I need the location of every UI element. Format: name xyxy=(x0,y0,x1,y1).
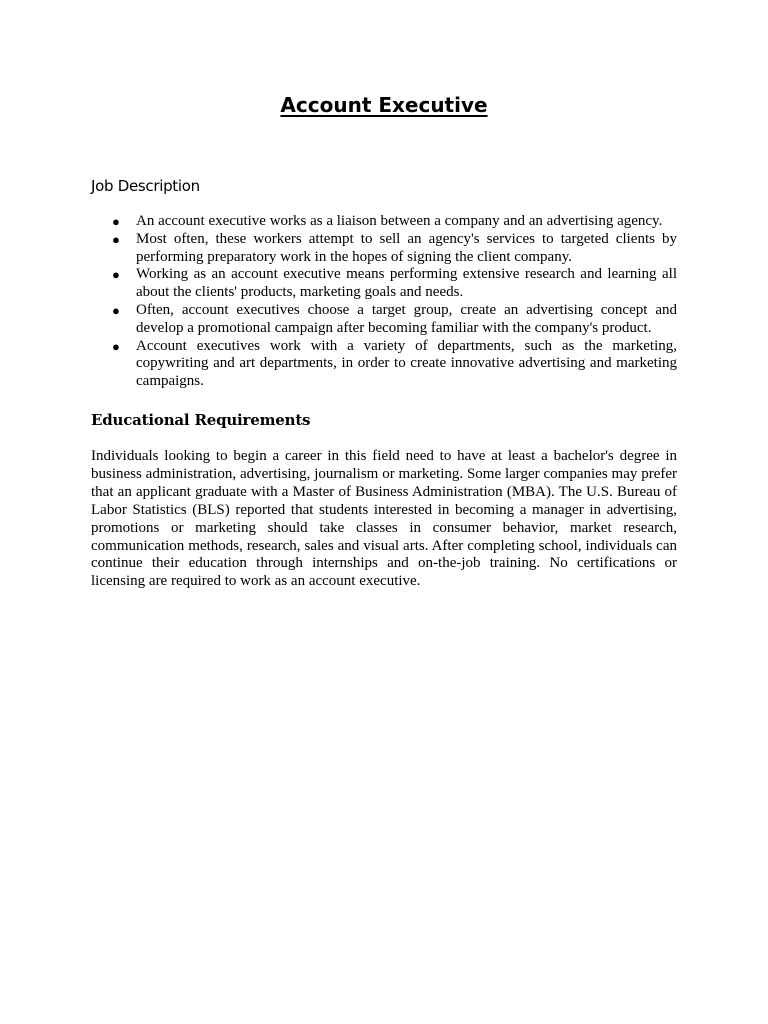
list-item xyxy=(91,338,677,391)
list-item-text: An account executive works as a liaison between a company and an advertising agency. xyxy=(136,213,663,229)
educational-requirements-heading: Educational Requirements xyxy=(91,410,311,429)
bullet-icon: ● xyxy=(112,231,120,247)
bullet-icon: ● xyxy=(112,214,120,229)
job-description-heading: Job Description xyxy=(91,177,200,195)
bullet-icon: ● xyxy=(112,338,120,354)
list-item-text: Often, account executives choose a target group, create an advertising concept and develop a promotional campaign after becoming familiar with the company's product. xyxy=(136,301,677,336)
document-body xyxy=(91,176,677,591)
list-item-text: Working as an account executive means performing extensive research and learning all about the clients' products, marketing goals and needs. xyxy=(136,266,677,301)
list-item xyxy=(91,302,677,338)
list-item xyxy=(91,266,677,302)
job-description-list xyxy=(91,213,677,391)
list-item-text: Most often, these workers attempt to sell an agency's services to targeted clients by performing preparatory work in the hopes of signing the client company. xyxy=(136,230,677,265)
list-item xyxy=(91,231,677,267)
list-item xyxy=(91,213,677,231)
bullet-icon: ● xyxy=(112,302,120,318)
document-title xyxy=(0,92,768,118)
document-title-text: Account Executive xyxy=(280,93,488,117)
bullet-icon: ● xyxy=(112,267,120,283)
educational-requirements-paragraph: Individuals looking to begin a career in this field need to have at least a bachelor's degree in business administration, advertising, journalism or marketing. Some larger companies may prefer that an applicant graduate with a Master of Business Administration (MBA). The U.S. Bureau of Labor Statistics (BLS) reported that students interested in becoming a manager in advertising, promotions or marketing should take classes in consumer behavior, market research, communication methods, research, sales and visual arts. After completing school, individuals can continue their education through internships and on-the-job training. No certifications or licensing are required to work as an account executive. xyxy=(91,447,677,590)
list-item-text: Account executives work with a variety of departments, such as the marketing, copywriting and art departments, in order to create innovative advertising and marketing campaigns. xyxy=(136,337,677,390)
